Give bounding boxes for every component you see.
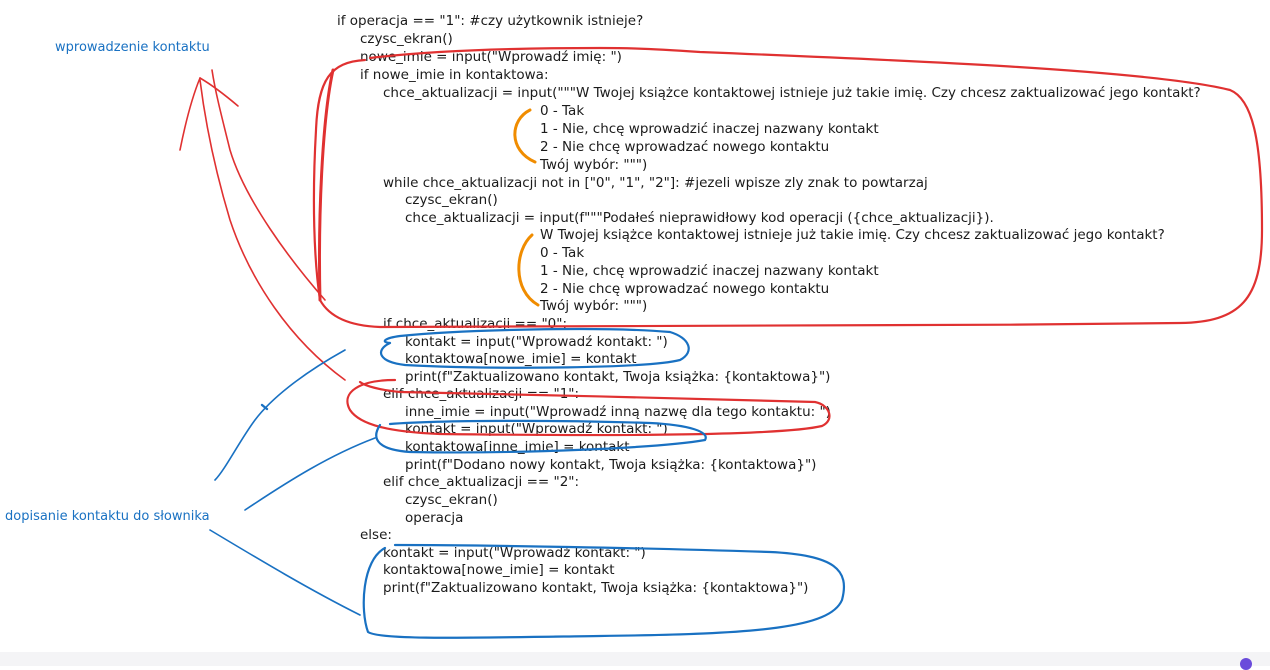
code-line: 1 - Nie, chcę wprowadzić inaczej nazwany kontakt — [540, 121, 879, 137]
code-line: 0 - Tak — [540, 103, 585, 119]
blue-highlight-loop-3 — [364, 545, 844, 638]
bottom-toolbar-strip — [0, 652, 1270, 666]
code-line: kontakt = input("Wprowadź kontakt: ") — [405, 334, 668, 350]
code-line: chce_aktualizacji = input(f"""Podałeś nieprawidłowy kod operacji ({chce_aktualizacji}). — [405, 210, 994, 226]
code-line: print(f"Dodano nowy kontakt, Twoja książka: {kontaktowa}") — [405, 457, 817, 473]
code-line: chce_aktualizacji = input("""W Twojej książce kontaktowej istnieje już takie imię. Czy chcesz zaktualizować jego kontakt? — [383, 85, 1201, 101]
orange-bracket-1 — [515, 110, 535, 162]
code-line: 0 - Tak — [540, 245, 585, 261]
code-line: kontaktowa[inne_imie] = kontakt — [405, 439, 630, 455]
red-highlight-loop-small — [347, 380, 829, 435]
code-line: while chce_aktualizacji not in ["0", "1", "2"]: #jezeli wpisze zly znak to powtarzaj — [383, 175, 928, 191]
code-line: elif chce_aktualizacji == "1": — [383, 386, 580, 402]
code-line: kontaktowa[nowe_imie] = kontakt — [405, 351, 637, 367]
code-line: if chce_aktualizacji == "0": — [383, 316, 568, 332]
blue-highlight-loop-1 — [381, 329, 689, 368]
code-line: else: — [360, 527, 392, 543]
code-line: kontakt = input("Wprowadź kontakt: ") — [405, 421, 668, 437]
red-highlight-loop-large-inner — [320, 70, 333, 300]
code-line: nowe_imie = input("Wprowadź imię: ") — [360, 49, 622, 65]
code-line: 2 - Nie chcę wprowadzać nowego kontaktu — [540, 139, 830, 155]
code-line: print(f"Zaktualizowano kontakt, Twoja książka: {kontaktowa}") — [383, 580, 809, 596]
code-line: inne_imie = input("Wprowadź inną nazwę dla tego kontaktu: ") — [405, 404, 831, 420]
code-line: operacja — [405, 510, 464, 526]
red-arrow-line-outer — [200, 80, 345, 380]
blue-highlight-loop-2 — [376, 421, 706, 453]
code-line: czysc_ekran() — [360, 31, 453, 47]
blue-tick-mark — [262, 405, 267, 409]
code-line: print(f"Zaktualizowano kontakt, Twoja książka: {kontaktowa}") — [405, 369, 831, 385]
code-line: Twój wybór: """) — [540, 157, 648, 173]
help-icon[interactable] — [1240, 658, 1252, 670]
blue-connector-line-2 — [245, 438, 375, 510]
code-line: if operacja == "1": #czy użytkownik istnieje? — [337, 13, 644, 29]
annotation-label-bottom: dopisanie kontaktu do słownika — [5, 509, 210, 524]
code-line: elif chce_aktualizacji == "2": — [383, 474, 580, 490]
code-line: kontakt = input("Wprowadź kontakt: ") — [383, 545, 646, 561]
code-line: czysc_ekran() — [405, 192, 498, 208]
code-line: 2 - Nie chcę wprowadzać nowego kontaktu — [540, 281, 830, 297]
code-line: W Twojej książce kontaktowej istnieje już takie imię. Czy chcesz zaktualizować jego kontakt? — [540, 227, 1165, 243]
orange-bracket-2 — [519, 235, 538, 305]
blue-connector-line-3 — [210, 530, 360, 615]
code-line: 1 - Nie, chcę wprowadzić inaczej nazwany kontakt — [540, 263, 879, 279]
code-line: kontaktowa[nowe_imie] = kontakt — [383, 562, 615, 578]
red-highlight-loop-large — [314, 48, 1262, 327]
red-arrow-head-left — [180, 78, 200, 150]
red-arrow-line-inner — [212, 70, 325, 300]
code-line: czysc_ekran() — [405, 492, 498, 508]
annotation-label-top: wprowadzenie kontaktu — [55, 40, 210, 55]
code-line: Twój wybór: """) — [540, 298, 648, 314]
code-line: if nowe_imie in kontaktowa: — [360, 67, 549, 83]
